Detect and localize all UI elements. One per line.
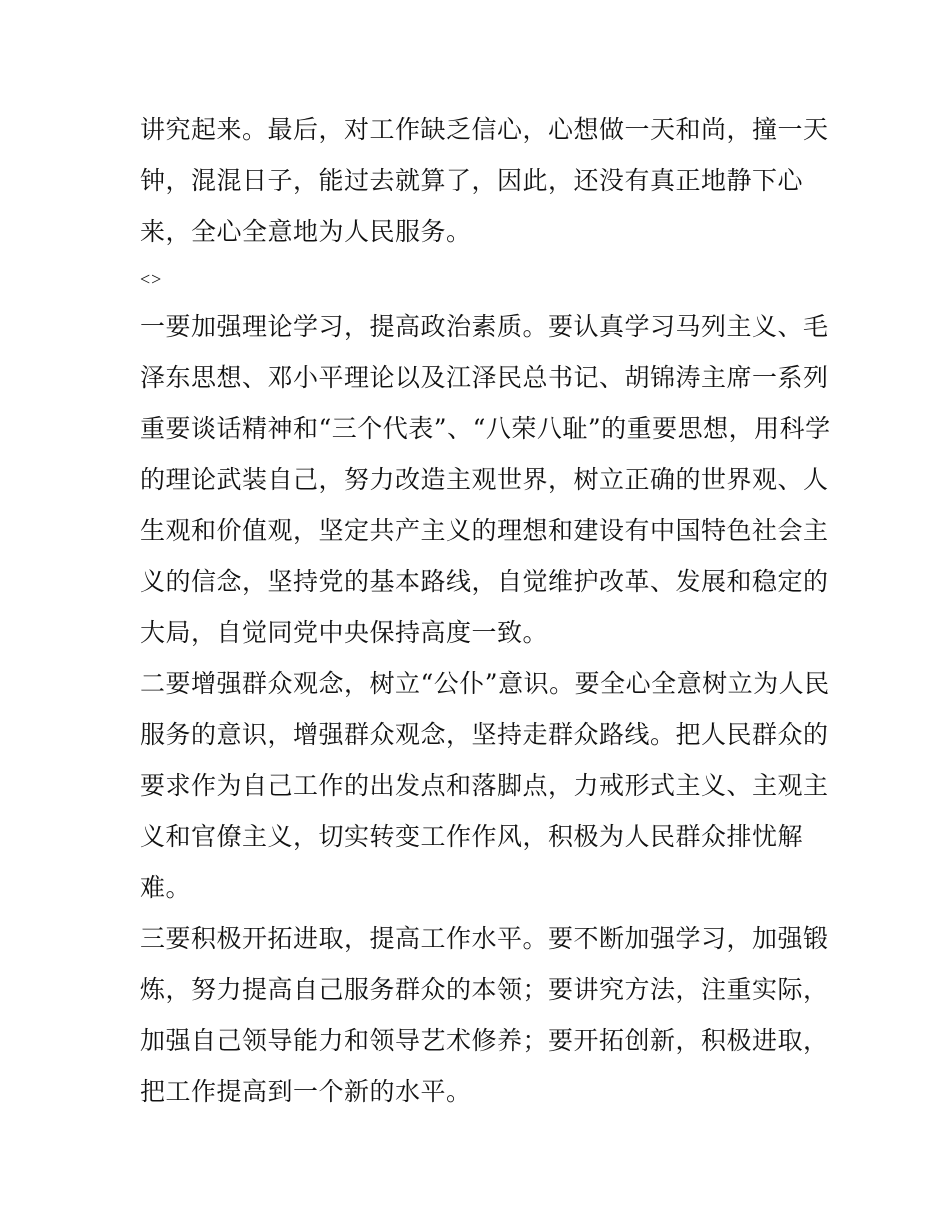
text-line: 钟，混混日子，能过去就算了，因此，还没有真正地静下心 bbox=[140, 166, 804, 195]
text-line: 义和官僚主义，切实转变工作作风，积极为人民群众排忧解 bbox=[140, 822, 804, 851]
text-line: 讲究起来。最后，对工作缺乏信心，心想做一天和尚，撞一天 bbox=[140, 115, 829, 144]
text-line: 三要积极开拓进取，提高工作水平。要不断加强学习，加强锻 bbox=[140, 924, 829, 953]
text-line: 加强自己领导能力和领导艺术修养；要开拓创新，积极进取， bbox=[140, 1026, 829, 1055]
text-line: 义的信念，坚持党的基本路线，自觉维护改革、发展和稳定的 bbox=[140, 567, 829, 596]
text-line: 重要谈话精神和“三个代表”、“八荣八耻”的重要思想，用科学 bbox=[140, 414, 831, 443]
text-line: 炼，努力提高自己服务群众的本领；要讲究方法，注重实际， bbox=[140, 975, 829, 1004]
section-marker: <> bbox=[140, 269, 163, 289]
paragraph-work-level bbox=[140, 913, 829, 1117]
text-line: 的理论武装自己，努力改造主观世界，树立正确的世界观、人 bbox=[140, 465, 829, 494]
text-line: 二要增强群众观念，树立“公仆”意识。要全心全意树立为人民 bbox=[140, 669, 830, 698]
text-line: 大局，自觉同党中央保持高度一致。 bbox=[140, 618, 549, 647]
text-line: 来，全心全意地为人民服务。 bbox=[140, 217, 472, 246]
paragraph-mass-concept bbox=[140, 658, 830, 913]
text-line: 生观和价值观，坚定共产主义的理想和建设有中国特色社会主 bbox=[140, 516, 829, 545]
text-line: 要求作为自己工作的出发点和落脚点，力戒形式主义、主观主 bbox=[140, 771, 829, 800]
text-line: 一要加强理论学习，提高政治素质。要认真学习马列主义、毛 bbox=[140, 312, 829, 341]
text-line: 难。 bbox=[140, 873, 192, 902]
paragraph-theory-study bbox=[140, 301, 831, 658]
text-line: 服务的意识，增强群众观念，坚持走群众路线。把人民群众的 bbox=[140, 720, 829, 749]
intro-paragraph bbox=[140, 104, 829, 257]
text-line: 泽东思想、邓小平理论以及江泽民总书记、胡锦涛主席一系列 bbox=[140, 363, 829, 392]
document-body bbox=[140, 104, 831, 1117]
text-line: 把工作提高到一个新的水平。 bbox=[140, 1077, 472, 1106]
